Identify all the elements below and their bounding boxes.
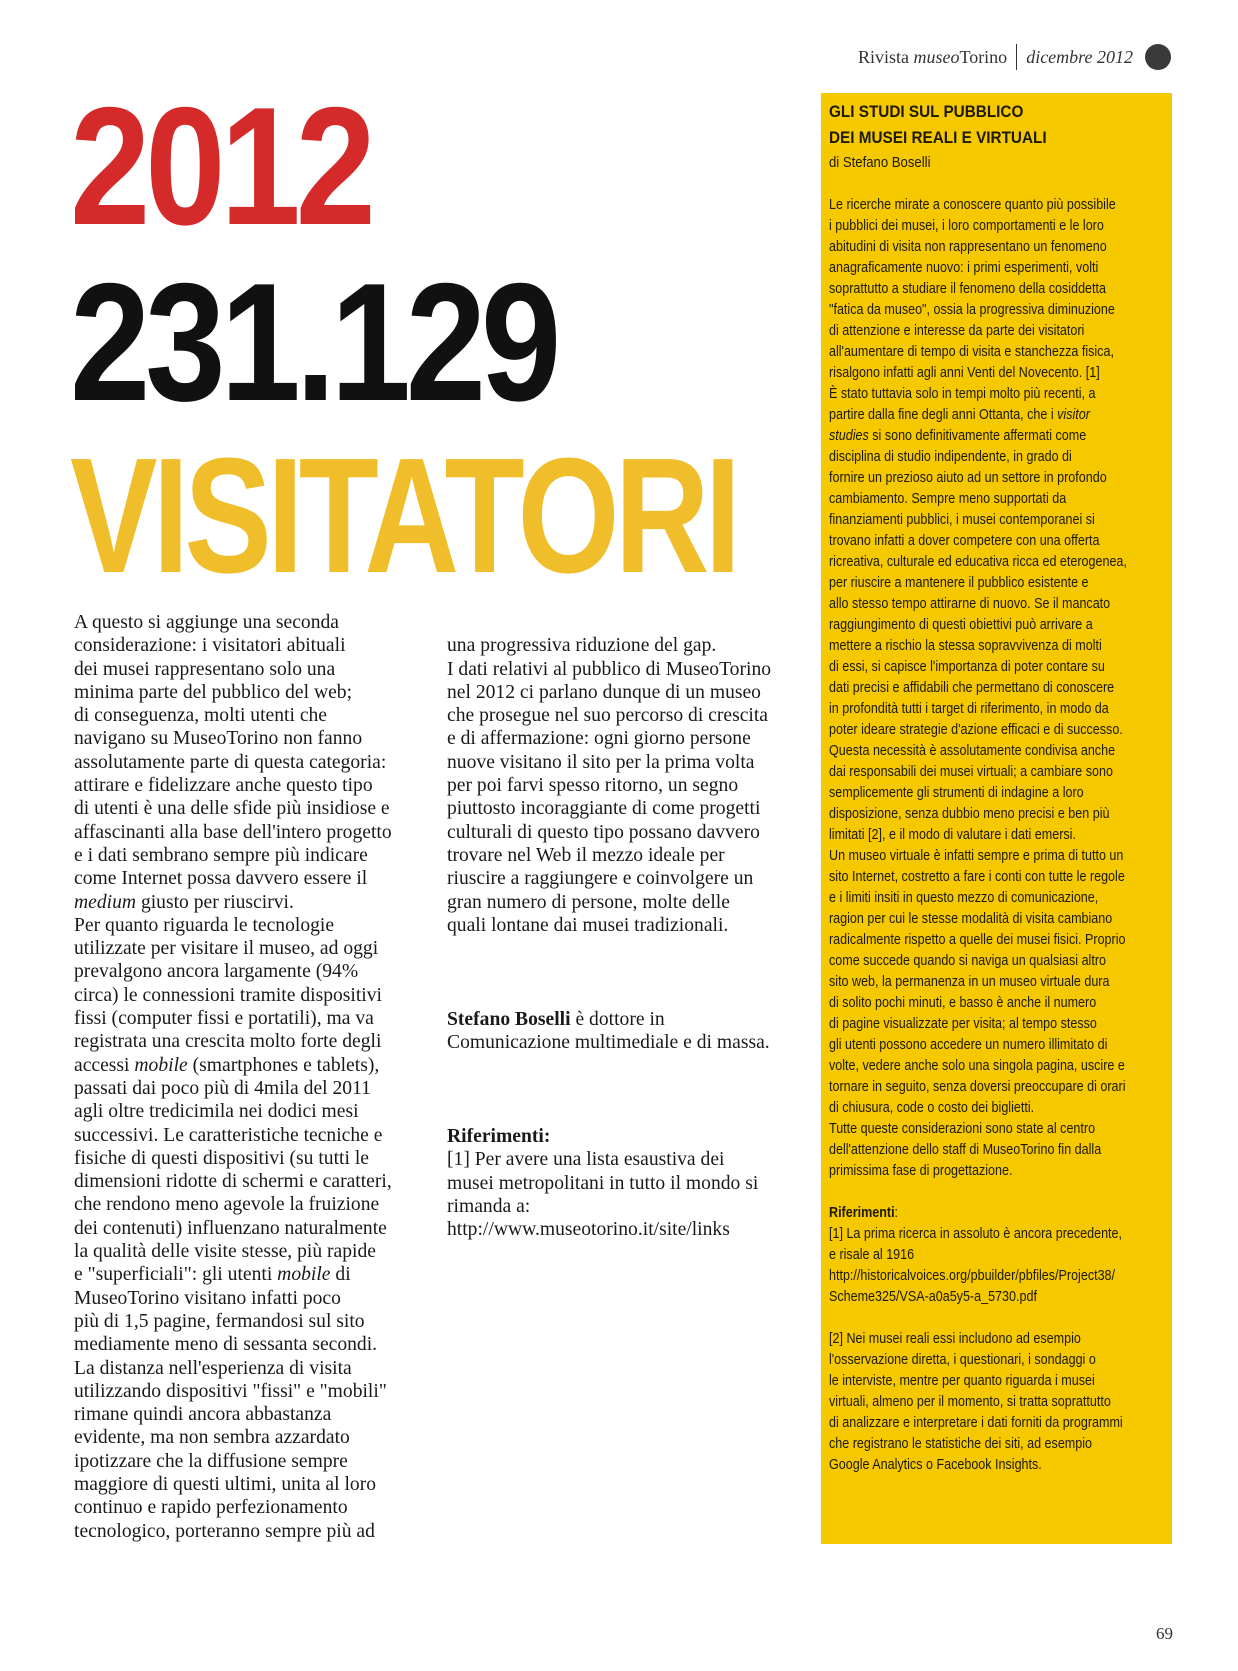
sidebar-references-heading: Riferimenti (829, 1205, 895, 1221)
headline-year: 2012 (70, 72, 371, 260)
headline-count: 231.129 (70, 248, 557, 436)
museotorino-logo-icon (1145, 44, 1171, 70)
magazine-name: Rivista museoTorino (857, 46, 1008, 67)
references-text: [1] Per avere una lista esaustiva dei musei metropolitani in tutto il mondo si rimanda a: http://www.museotorino.it/site/links (447, 1149, 759, 1241)
headline-label: VISITATORI (70, 424, 737, 607)
sidebar-author: di Stefano Boselli (829, 155, 931, 171)
sidebar-box (821, 93, 1172, 1544)
author-bio: Stefano Boselli è dottore in Comunicazione multimediale e di massa. (447, 1008, 770, 1054)
article-column-2 (447, 611, 807, 1265)
references-section (447, 1125, 807, 1241)
magazine-header (858, 44, 1171, 70)
issue-date: dicembre 2012 (1026, 46, 1133, 67)
page-number: 69 (1156, 1624, 1173, 1643)
header-divider (1016, 44, 1017, 70)
sidebar-body: Le ricerche mirate a conoscere quanto più possibile i pubblici dei musei, i loro comportamenti e le loro abitudini di visita non rappresentano un fenomeno anagraficamente nuovo: i primi esperimenti, volti soprattutto a studiare il fenomeno della cosiddetta "fatica da museo", ossia la progressiva diminuzione di attenzione e interesse da parte dei visitatori all'aumentare di tempo di visita e stanchezza fisica, risalgono infatti agli anni Venti del Novecento. [1] È stato tuttavia solo in tempi molto più recenti, a partire dalla fine degli anni Ottanta, che i visitor studies si sono definitivamente affermati come disciplina di studio indipendente, in grado di fornire un prezioso aiuto ad un settore in profondo cambiamento. Sempre meno supportati da finanziamenti pubblici, i musei contemporanei si trovano infatti a dover competere con una offerta ricreativa, culturale ed educativa ricca ed eterogenea, per riuscire a mantenere il pubblico esistente e allo stesso tempo attirarne di nuovo. Se il mancato raggiungimento di questi obiettivi può arrivare a mettere a rischio la stessa sopravvivenza di molti di essi, si capisce l'importanza di poter contare su dati precisi e affidabili che permettano di conoscere in profondità tutti i target di riferimento, in modo da poter ideare strategie d'azione efficaci e di successo. Questa necessità è assolutamente condivisa anche dai responsabili dei musei virtuali; a cambiare sono semplicemente gli strumenti di indagine a loro disposizione, senza dubbio meno precisi e ben più limitati [2], e il modo di valutare i dati emersi. Un museo virtuale è infatti sempre e prima di tutto un sito Internet, costretto a fare i conti con tutte le regole e i limiti insiti in questo mezzo di comunicazione, ragion per cui le stesse modalità di visita cambiano radicalmente rispetto a quelle dei musei fisici. Proprio come succede quando si naviga un qualsiasi altro sito web, la permanenza in un museo virtuale dura di solito pochi minuti, e basso è anche il numero di pagine visualizzate per visita; al tempo stesso gli utenti possono accedere un numero illimitato di volte, vedere anche solo una singola pagina, uscire e tornare in seguito, senza doversi preoccupare di orari di chiusura, code o costo dei biglietti. Tutte queste considerazioni sono state al centro dell'attenzione dello staff di MuseoTorino fin dalla primissima fase di progettazione. Riferimenti: [1] La prima ricerca in assoluto è ancora precedente, e risale al 1916 http://historicalvoices.org/pbuilder/pbfiles/Project38/ Scheme325/VSA-a0a5y5-a_5730.pdf [2] Nei musei reali essi includono ad esempio l'osservazione diretta, i questionari, i sondaggi o le interviste, mentre per quanto riguarda i musei virtuali, almeno per il momento, si tratta soprattutto di analizzare e interpretare i dati forniti da programmi che registrano le statistiche dei siti, ad esempio Google Analytics o Facebook Insights. (829, 197, 1127, 1473)
article-column-1: A questo si aggiunge una seconda considerazione: i visitatori abituali dei musei rappresentano solo una minima parte del pubblico del web; di conseguenza, molti utenti che navigano su MuseoTorino non fanno assolutamente parte di questa categoria: attirare e fidelizzare anche questo tipo di utenti è una delle sfide più insidiose e affascinanti alla base dell'intero progetto e i dati sembrano sempre più indicare come Internet possa davvero essere il medium giusto per riuscirvi. Per quanto riguarda le tecnologie utilizzate per visitare il museo, ad oggi prevalgono ancora largamente (94% circa) le connessioni tramite dispositivi fissi (computer fissi e portatili), ma va registrata una crescita molto forte degli accessi mobile (smartphones e tablets), passati dai poco più di 4mila del 2011 agli oltre tredicimila nei dodici mesi successivi. Le caratteristiche tecniche e fisiche di questi dispositivi (su tutti le dimensioni ridotte di schermi e caratteri, che rendono meno agevole la fruizione dei contenuti) influenzano naturalmente la qualità delle visite stesse, più rapide e "superficiali": gli utenti mobile di MuseoTorino visitano infatti poco più di 1,5 pagine, fermandosi sul sito mediamente meno di sessanta secondi. La distanza nell'esperienza di visita utilizzando dispositivi "fissi" e "mobili" rimane quindi ancora abbastanza evidente, ma non sembra azzardato ipotizzare che la diffusione sempre maggiore di questi ultimi, unita al loro continuo e rapido perfezionamento tecnologico, porteranno sempre più ad (74, 612, 392, 1542)
references-heading: Riferimenti: (447, 1125, 551, 1147)
sidebar-title: GLI STUDI SUL PUBBLICO DEI MUSEI REALI E VIRTUALI (829, 102, 1047, 147)
article-conclusion: una progressiva riduzione del gap. I dati relativi al pubblico di MuseoTorino nel 2012 ci parlano dunque di un museo che prosegue nel suo percorso di crescita e di affermazione: ogni giorno persone nuove visitano il sito per la prima volta per poi farvi spesso ritorno, un segno piuttosto incoraggiante di come progetti culturali di questo tipo possano davvero trovare nel Web il mezzo ideale per riuscire a raggiungere e coinvolgere un gran numero di persone, molte delle quali lontane dai musei tradizionali. (447, 635, 772, 936)
sidebar-references-text: [1] La prima ricerca in assoluto è ancora precedente, e risale al 1916 http://historicalvoices.org/pbuilder/pbfiles/Project38/ Scheme325/VSA-a0a5y5-a_5730.pdf [2] Nei musei reali essi includono ad esempio l'osservazione diretta, i questionari, i sondaggi o le interviste, mentre per quanto riguarda i musei virtuali, almeno per il momento, si tratta soprattutto di analizzare e interpretare i dati forniti da programmi che registrano le statistiche dei siti, ad esempio Google Analytics o Facebook Insights. (829, 1226, 1123, 1473)
